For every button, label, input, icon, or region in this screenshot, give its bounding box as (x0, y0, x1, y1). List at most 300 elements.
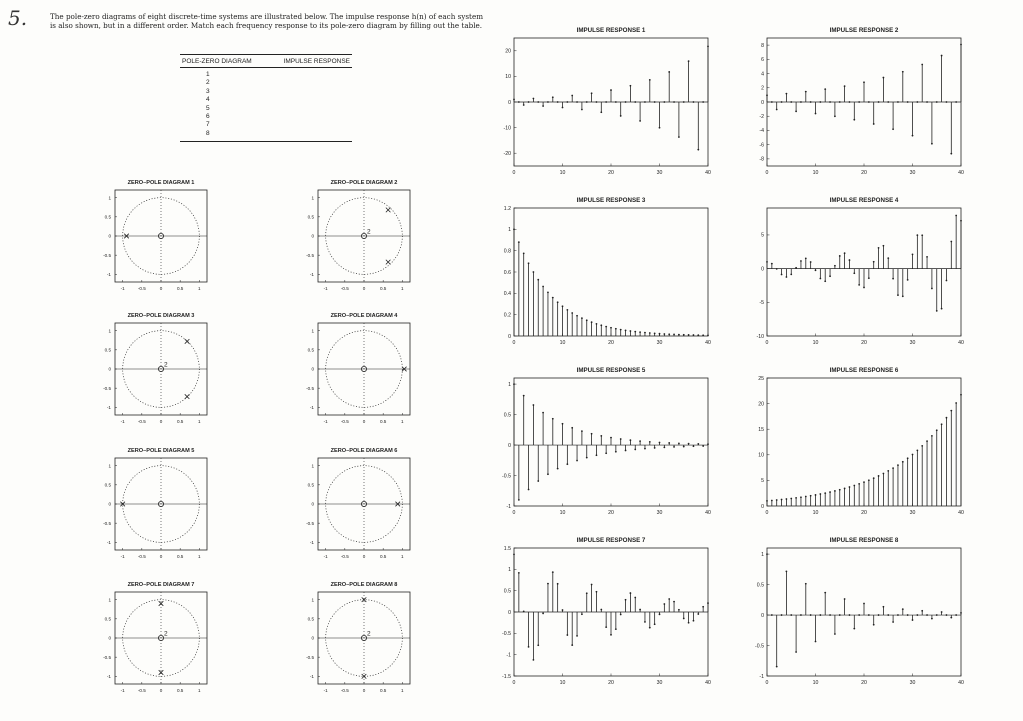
stem-marker (863, 81, 865, 83)
stem-marker (897, 101, 899, 103)
stem-marker (673, 446, 675, 448)
stem-marker (528, 646, 530, 648)
stem-marker (834, 265, 836, 267)
x-tick-label: 1 (198, 419, 201, 424)
x-tick-label: 30 (656, 510, 663, 516)
stem-marker (907, 279, 909, 281)
stem-marker (776, 109, 778, 111)
stem-marker (790, 273, 792, 275)
table-row[interactable]: 2 (206, 79, 210, 87)
x-tick-label: 1 (401, 419, 404, 424)
x-tick-label: 0 (159, 419, 163, 424)
x-tick-label: -0.5 (137, 419, 146, 424)
x-tick-label: -0.5 (137, 286, 146, 291)
y-tick-label: 0 (311, 233, 314, 239)
stem-marker (610, 89, 612, 91)
stem-marker (766, 94, 768, 96)
pz-title: ZERO–POLE DIAGRAM 3 (127, 313, 195, 319)
y-tick-label: -0.5 (306, 520, 314, 526)
stem-marker (688, 60, 690, 62)
stem-marker (776, 268, 778, 270)
table-row[interactable]: 3 (206, 87, 210, 95)
stem-marker (887, 257, 889, 259)
x-tick-label: 0.5 (379, 688, 387, 693)
stem-marker (834, 115, 836, 117)
stem-marker (883, 245, 885, 247)
x-tick-label: 10 (559, 170, 566, 176)
stem-marker (523, 395, 525, 397)
stem-marker (688, 443, 690, 445)
stem-marker (663, 333, 665, 335)
stem-marker (649, 332, 651, 334)
stem-marker (654, 623, 656, 625)
stem-marker (955, 101, 957, 103)
chart-title: IMPULSE RESPONSE 4 (829, 197, 899, 204)
y-tick-label: 0.5 (307, 347, 314, 353)
x-tick-label: 20 (861, 510, 867, 516)
stem-marker (960, 394, 962, 396)
stem-marker (513, 228, 515, 230)
stem-marker (605, 326, 607, 328)
stem-marker (815, 494, 817, 496)
x-tick-label: 0.5 (176, 554, 184, 559)
stem-marker (576, 101, 578, 103)
stem-marker (566, 101, 568, 103)
stem-marker (605, 452, 607, 454)
chart-title: IMPULSE RESPONSE 8 (829, 537, 899, 544)
stem-marker (596, 591, 598, 593)
table-row[interactable]: 5 (206, 104, 210, 112)
stem-marker (678, 609, 680, 611)
x-tick-label: -1 (120, 419, 125, 424)
stem-marker (839, 614, 841, 616)
stem-marker (688, 622, 690, 624)
y-tick-label: 0.5 (307, 482, 314, 488)
y-tick-label: -0.5 (502, 473, 511, 480)
stem-marker (941, 423, 943, 425)
stem-marker (892, 278, 894, 280)
y-tick-label: 1 (311, 597, 314, 603)
stem-marker (946, 417, 948, 419)
y-tick-label: 1 (108, 328, 111, 334)
x-tick-label: 1 (401, 688, 404, 693)
stem-marker (950, 410, 952, 412)
stem-marker (533, 659, 535, 661)
stem-marker (596, 101, 598, 103)
stem-marker (566, 309, 568, 311)
y-tick-label: 0 (761, 266, 764, 273)
stem-marker (537, 279, 539, 281)
stem-marker (795, 110, 797, 112)
x-tick-label: 10 (812, 340, 819, 346)
stem-marker (557, 101, 559, 103)
x-tick-label: 0 (512, 170, 516, 176)
y-tick-label: 10 (505, 74, 511, 81)
stem-marker (844, 252, 846, 254)
stem-marker (907, 614, 909, 616)
stem-marker (596, 454, 598, 456)
stem-marker (707, 602, 709, 604)
stem-marker (547, 473, 549, 475)
stem-marker (615, 451, 617, 453)
stem-marker (960, 44, 962, 46)
stem-marker (552, 297, 554, 299)
stem-marker (547, 583, 549, 585)
stem-marker (824, 592, 826, 594)
pz-title: ZERO–POLE DIAGRAM 1 (127, 180, 195, 186)
stem-marker (931, 618, 933, 620)
zero-multiplicity-label: 2 (164, 361, 168, 369)
x-tick-label: 0 (362, 419, 366, 424)
chart-title: IMPULSE RESPONSE 3 (576, 197, 646, 204)
stem-marker (824, 88, 826, 90)
y-tick-label: -0.5 (755, 643, 764, 650)
stem-marker (829, 614, 831, 616)
stem-marker (610, 634, 612, 636)
stem-marker (591, 92, 593, 94)
stem-marker (528, 101, 530, 103)
stem-marker (537, 480, 539, 482)
x-tick-label: 30 (909, 340, 916, 346)
stem-marker (868, 101, 870, 103)
stem-marker (552, 571, 554, 573)
y-tick-label: -1 (309, 539, 314, 545)
stem-marker (912, 619, 914, 621)
stem-marker (883, 606, 885, 608)
x-tick-label: 20 (608, 170, 614, 176)
pz-title: ZERO–POLE DIAGRAM 6 (330, 448, 398, 454)
y-tick-label: 1.2 (503, 205, 511, 212)
stem-marker (673, 601, 675, 603)
table-row[interactable]: 1 (206, 71, 210, 78)
stem-marker (955, 614, 957, 616)
stem-marker (800, 260, 802, 262)
stem-marker (829, 101, 831, 103)
x-tick-label: 1 (401, 554, 404, 559)
stem-marker (936, 614, 938, 616)
stem-marker (552, 418, 554, 420)
stem-marker (697, 613, 699, 615)
stem-marker (795, 497, 797, 499)
stem-marker (566, 634, 568, 636)
stem-marker (644, 101, 646, 103)
y-tick-label: 1 (108, 463, 111, 469)
y-tick-label: 8 (761, 42, 764, 49)
stem-marker (513, 99, 515, 101)
stem-marker (615, 328, 617, 330)
stem-marker (605, 101, 607, 103)
stem-marker (766, 553, 768, 555)
stem-marker (907, 457, 909, 459)
stem-marker (547, 292, 549, 294)
y-tick-label: -1 (106, 404, 111, 410)
stem-marker (518, 499, 520, 501)
stem-marker (824, 492, 826, 494)
stem-marker (586, 592, 588, 594)
x-tick-label: 20 (608, 340, 614, 346)
y-tick-label: -10 (756, 333, 764, 340)
stem-marker (620, 115, 622, 117)
stem-marker (921, 234, 923, 236)
stem-marker (630, 330, 632, 332)
impulse-response-8 (755, 537, 964, 686)
stem-marker (600, 609, 602, 611)
y-tick-label: -1 (309, 673, 314, 679)
x-tick-label: 30 (909, 510, 916, 516)
x-tick-label: 40 (705, 340, 711, 346)
table-row[interactable]: 6 (206, 112, 210, 120)
stem-marker (887, 470, 889, 472)
stem-marker (702, 445, 704, 447)
stem-marker (786, 276, 788, 278)
y-tick-label: -10 (503, 125, 511, 132)
y-tick-label: 0.5 (104, 616, 111, 622)
y-tick-label: -0.5 (103, 385, 111, 391)
impulse-response-2 (759, 27, 964, 176)
y-tick-label: -0.5 (502, 631, 511, 638)
stem-marker (586, 101, 588, 103)
stem-marker (776, 499, 778, 501)
y-tick-label: 0.5 (307, 616, 314, 622)
y-tick-label: -0.5 (306, 654, 314, 660)
x-tick-label: -0.5 (137, 554, 146, 559)
stem-marker (581, 109, 583, 111)
x-tick-label: -1 (323, 286, 328, 291)
stem-marker (663, 603, 665, 605)
x-tick-label: 1 (198, 554, 201, 559)
stem-marker (873, 123, 875, 125)
stem-marker (644, 332, 646, 334)
stem-marker (902, 461, 904, 463)
stem-marker (781, 499, 783, 501)
stem-marker (849, 259, 851, 261)
stem-marker (673, 334, 675, 336)
y-tick-label: 0 (508, 99, 511, 106)
stem-marker (955, 215, 957, 217)
x-tick-label: 0 (512, 510, 516, 516)
stem-marker (878, 475, 880, 477)
impulse-response-6 (758, 367, 964, 516)
x-tick-label: 0 (512, 680, 516, 686)
stem-marker (702, 334, 704, 336)
stem-marker (683, 101, 685, 103)
y-tick-label: -1.5 (502, 673, 511, 680)
stem-marker (581, 317, 583, 319)
stem-marker (800, 496, 802, 498)
y-tick-label: -1 (506, 652, 511, 659)
y-tick-label: 0 (508, 609, 511, 616)
stem-marker (936, 310, 938, 312)
stem-marker (873, 477, 875, 479)
stem-marker (790, 101, 792, 103)
stem-marker (707, 45, 709, 47)
x-tick-label: 0 (765, 680, 769, 686)
y-tick-label: 5 (761, 232, 764, 239)
stem-marker (634, 597, 636, 599)
y-tick-label: 6 (761, 57, 764, 64)
pz-title: ZERO–POLE DIAGRAM 7 (127, 582, 195, 588)
table-row[interactable]: 8 (206, 129, 210, 137)
stem-marker (562, 609, 564, 611)
y-tick-label: 0 (108, 366, 111, 372)
stem-marker (571, 427, 573, 429)
y-tick-label: -6 (759, 142, 764, 149)
stem-marker (600, 435, 602, 437)
stem-marker (562, 423, 564, 425)
impulse-response-3 (504, 197, 711, 346)
stem-marker (878, 101, 880, 103)
y-tick-label: 0.5 (307, 214, 314, 220)
stem-marker (863, 481, 865, 483)
stem-marker (528, 489, 530, 491)
y-tick-label: 1 (311, 463, 314, 469)
x-tick-label: -1 (120, 554, 125, 559)
stem-marker (907, 101, 909, 103)
stem-marker (868, 479, 870, 481)
x-tick-label: 40 (705, 680, 711, 686)
y-tick-label: 0 (761, 612, 764, 619)
x-tick-label: 1 (198, 688, 201, 693)
y-tick-label: -0.5 (103, 654, 111, 660)
stem-marker (858, 101, 860, 103)
x-tick-label: 20 (608, 510, 614, 516)
pz-title: ZERO–POLE DIAGRAM 5 (127, 448, 195, 454)
stem-marker (819, 278, 821, 280)
stem-marker (576, 315, 578, 317)
stem-marker (668, 442, 670, 444)
x-tick-label: -0.5 (340, 554, 349, 559)
stem-marker (625, 101, 627, 103)
stem-marker (819, 101, 821, 103)
x-tick-label: -0.5 (340, 419, 349, 424)
stem-marker (697, 443, 699, 445)
question-number: 5. (8, 6, 28, 30)
stem-marker (853, 485, 855, 487)
stem-marker (533, 271, 535, 273)
stem-marker (786, 93, 788, 95)
stem-marker (610, 437, 612, 439)
stem-marker (883, 77, 885, 79)
stem-marker (916, 614, 918, 616)
stem-marker (552, 96, 554, 98)
stem-marker (921, 445, 923, 447)
stem-marker (858, 284, 860, 286)
stem-marker (839, 255, 841, 257)
stem-marker (528, 262, 530, 264)
y-tick-label: -0.5 (306, 252, 314, 258)
x-tick-label: 40 (705, 510, 711, 516)
stem-marker (571, 95, 573, 97)
x-tick-label: 10 (559, 340, 566, 346)
stem-marker (776, 666, 778, 668)
stem-marker (625, 329, 627, 331)
stem-marker (921, 64, 923, 66)
stem-marker (702, 101, 704, 103)
stem-marker (693, 334, 695, 336)
stem-marker (931, 143, 933, 145)
y-tick-label: 4 (761, 71, 764, 78)
x-tick-label: 20 (608, 680, 614, 686)
y-tick-label: 1 (108, 195, 111, 201)
stem-marker (955, 402, 957, 404)
stem-marker (562, 305, 564, 307)
stem-marker (781, 274, 783, 276)
stem-marker (853, 272, 855, 274)
y-tick-label: 20 (505, 48, 511, 55)
stem-marker (892, 621, 894, 623)
stem-marker (849, 101, 851, 103)
stem-marker (649, 627, 651, 629)
stem-marker (649, 441, 651, 443)
stem-marker (630, 439, 632, 441)
stem-marker (858, 614, 860, 616)
stem-marker (605, 626, 607, 628)
stem-marker (853, 119, 855, 121)
x-tick-label: 40 (958, 510, 964, 516)
table-row[interactable]: 7 (206, 121, 210, 129)
stem-marker (557, 468, 559, 470)
stem-marker (941, 611, 943, 613)
stem-marker (786, 570, 788, 572)
stem-marker (654, 332, 656, 334)
y-tick-label: 1 (108, 597, 111, 603)
stem-marker (678, 334, 680, 336)
x-tick-label: 20 (861, 340, 867, 346)
table-row[interactable]: 4 (206, 96, 210, 104)
stem-marker (644, 448, 646, 450)
x-tick-label: 20 (861, 680, 867, 686)
stem-marker (873, 624, 875, 626)
x-tick-label: 0.5 (176, 286, 184, 291)
stem-marker (766, 261, 768, 263)
x-tick-label: 30 (656, 340, 663, 346)
table-header-impulse: IMPULSE RESPONSE (283, 58, 350, 65)
stem-marker (615, 628, 617, 630)
y-tick-label: 0 (508, 442, 511, 449)
stem-marker (610, 327, 612, 329)
stem-marker (834, 633, 836, 635)
stem-marker (853, 628, 855, 630)
stem-marker (868, 614, 870, 616)
x-tick-label: 0 (159, 286, 163, 291)
stem-marker (518, 572, 520, 574)
y-tick-label: 25 (758, 375, 764, 382)
stem-marker (649, 79, 651, 81)
impulse-response-7 (502, 537, 711, 686)
stem-marker (902, 608, 904, 610)
stem-marker (926, 101, 928, 103)
stem-marker (946, 280, 948, 282)
stem-marker (950, 241, 952, 243)
stem-marker (668, 333, 670, 335)
stem-marker (921, 610, 923, 612)
y-tick-label: 0.5 (756, 582, 764, 589)
stem-marker (518, 241, 520, 243)
x-tick-label: -1 (120, 688, 125, 693)
stem-marker (523, 611, 525, 613)
stem-marker (600, 111, 602, 113)
stem-marker (688, 334, 690, 336)
pz-title: ZERO–POLE DIAGRAM 2 (330, 180, 398, 186)
stem-marker (883, 473, 885, 475)
stem-marker (897, 464, 899, 466)
stem-marker (926, 440, 928, 442)
stem-marker (707, 443, 709, 445)
stem-marker (523, 252, 525, 254)
stem-marker (581, 613, 583, 615)
stem-marker (634, 101, 636, 103)
x-tick-label: 0 (765, 510, 769, 516)
